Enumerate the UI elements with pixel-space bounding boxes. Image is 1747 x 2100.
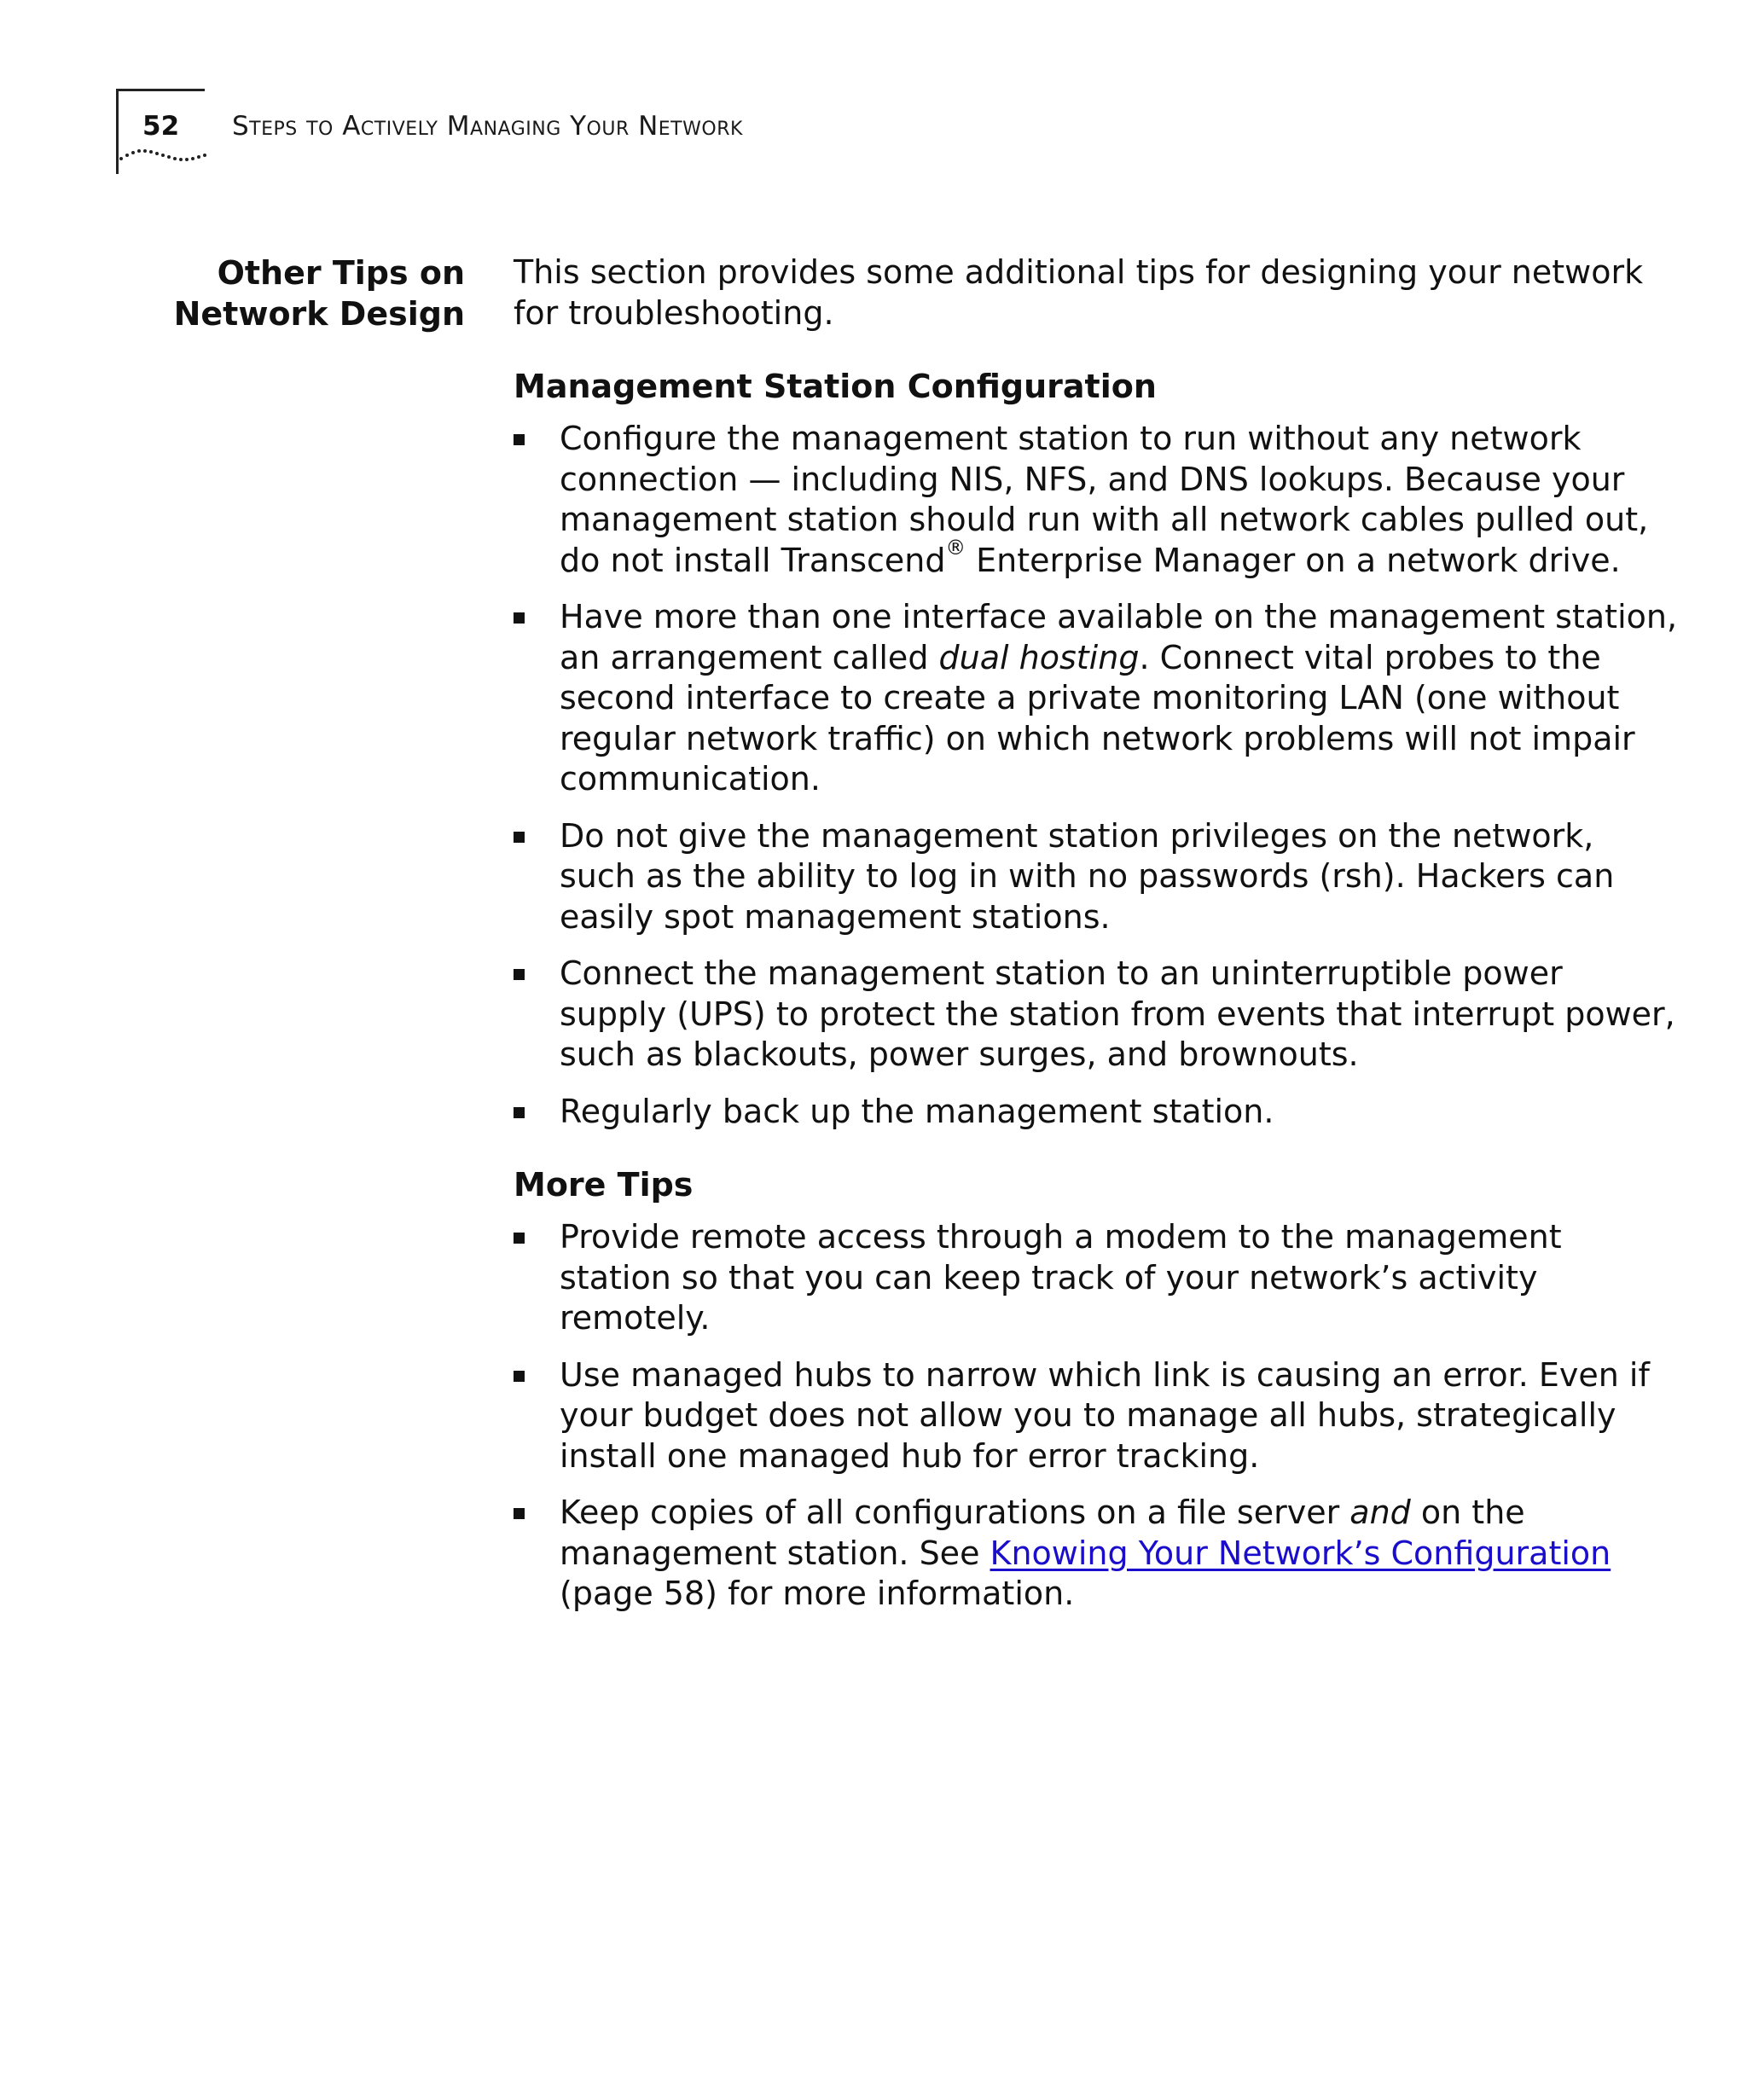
section-side-heading (174, 252, 465, 334)
list-item-line: Have more than one interface available on the management station, (560, 598, 1678, 635)
list-item (514, 419, 1649, 581)
page-number: 52 (142, 111, 180, 142)
list-item-line (560, 1493, 1580, 1534)
bullet-icon (514, 434, 525, 445)
management-tips-list (514, 419, 1678, 1132)
list-item-line: such as the ability to log in with no passwords (rsh). Hackers can (560, 857, 1615, 895)
list-item (514, 1493, 1611, 1615)
list-item-line: second interface to create a private monitoring LAN (one without (560, 679, 1620, 716)
list-item-line: Regularly back up the management station. (560, 1092, 1274, 1130)
bullet-icon (514, 1233, 525, 1244)
intro-line: for troubleshooting. (514, 293, 834, 332)
list-item-line (560, 535, 1621, 582)
running-head: Steps to Actively Managing Your Network (232, 111, 743, 142)
more-tips-heading: More Tips (514, 1166, 694, 1204)
bullet-icon (514, 1371, 525, 1382)
list-item (514, 597, 1678, 800)
list-item-line (560, 1534, 1611, 1575)
list-item-line: Configure the management station to run without any network (560, 420, 1582, 457)
list-item (514, 954, 1675, 1076)
configuration-link[interactable]: Knowing Your Network’s Configuration (990, 1534, 1611, 1572)
intro-paragraph (514, 252, 1644, 334)
list-item-line: your budget does not allow you to manage all hubs, strategically (560, 1396, 1616, 1434)
list-item-line: remotely. (560, 1299, 711, 1337)
management-heading: Management Station Configuration (514, 368, 1157, 405)
more-tips-list (514, 1217, 1650, 1615)
text-run: do not install Transcend (560, 541, 946, 579)
bullet-icon (514, 832, 525, 843)
list-item-line: supply (UPS) to protect the station from events that interrupt power, (560, 995, 1675, 1033)
side-heading-line: Other Tips on (217, 254, 465, 292)
header-dots-decoration (118, 147, 208, 164)
list-item-line: station so that you can keep track of your network’s activity (560, 1258, 1538, 1297)
emphasis: and (1349, 1494, 1411, 1531)
list-item (514, 1355, 1650, 1477)
bullet-icon (514, 1107, 525, 1118)
emphasis: dual hosting (938, 638, 1140, 676)
text-run: . Connect vital probes to the (1139, 638, 1601, 676)
text-run: on the (1410, 1494, 1525, 1531)
list-item-line: Connect the management station to an uninterruptible power (560, 954, 1563, 992)
list-item-line: (page 58) for more information. (560, 1575, 1075, 1612)
main-content (514, 252, 1678, 1631)
text-run: management station. See (560, 1534, 990, 1572)
list-item-line: Do not give the management station privileges on the network, (560, 816, 1594, 855)
list-item-line: connection — including NIS, NFS, and DNS lookups. Because your (560, 460, 1625, 498)
text-run: an arrangement called (560, 638, 939, 676)
bullet-icon (514, 969, 525, 980)
intro-line: This section provides some additional tips for designing your network (514, 253, 1644, 291)
list-item-line: regular network traffic) on which network problems will not impair (560, 719, 1635, 757)
list-item-line (560, 638, 1601, 679)
list-item-line: communication. (560, 760, 821, 798)
list-item-line: install one managed hub for error tracking. (560, 1436, 1260, 1475)
registered-mark: ® (945, 535, 966, 560)
list-item (514, 1092, 1580, 1133)
side-heading-line: Network Design (173, 295, 465, 333)
list-item-line: such as blackouts, power surges, and brownouts. (560, 1035, 1359, 1073)
list-item-line: easily spot management stations. (560, 897, 1111, 936)
text-run: Keep copies of all configurations on a file server (560, 1494, 1350, 1531)
list-item-line: Use managed hubs to narrow which link is causing an error. Even if (560, 1355, 1650, 1394)
list-item (514, 816, 1615, 938)
list-item-line: Provide remote access through a modem to the management (560, 1218, 1562, 1256)
text-run: Enterprise Manager on a network drive. (966, 541, 1621, 579)
list-item-line: management station should run with all network cables pulled out, (560, 501, 1649, 538)
list-item (514, 1217, 1580, 1339)
bullet-icon (514, 1508, 525, 1519)
bullet-icon (514, 612, 525, 624)
